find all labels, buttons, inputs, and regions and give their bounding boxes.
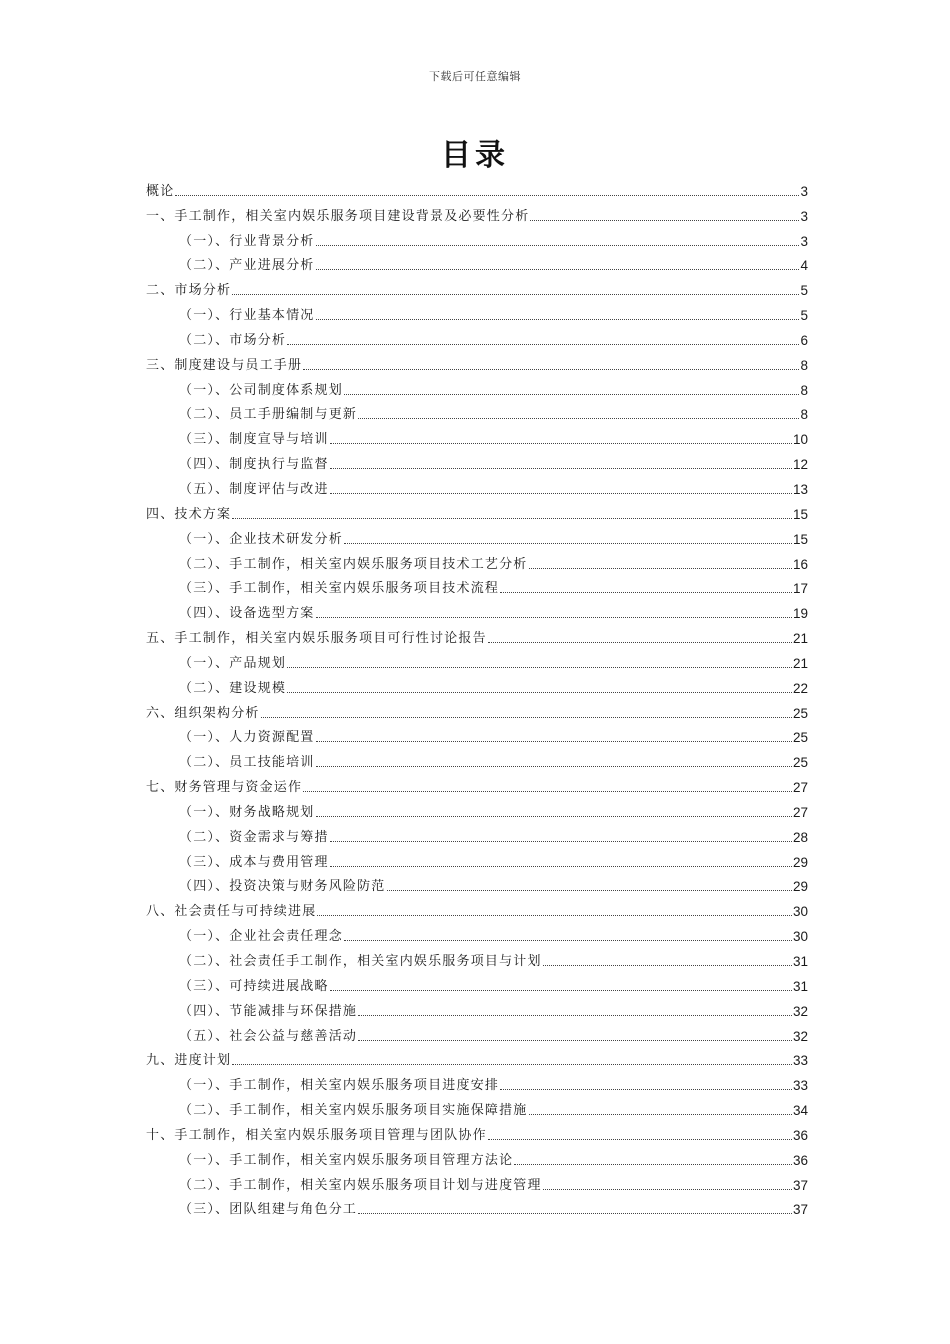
toc-page-number: 3 — [800, 233, 808, 249]
toc-page-number: 33 — [792, 1053, 808, 1069]
toc-section-entry[interactable] — [146, 771, 808, 796]
toc-page-number: 8 — [800, 407, 808, 423]
toc-page-number: 34 — [792, 1103, 808, 1119]
dot-leader — [500, 592, 792, 593]
toc-subsection-entry[interactable] — [146, 374, 808, 399]
toc-page-number: 28 — [792, 829, 808, 845]
toc-section-entry[interactable] — [146, 498, 808, 523]
dot-leader — [543, 1189, 792, 1190]
toc-subsection-entry[interactable] — [146, 871, 808, 896]
toc-entry-title: （一）、产品规划 — [179, 655, 287, 671]
toc-subsection-entry[interactable] — [146, 1169, 808, 1194]
toc-entry-title: （二）、员工技能培训 — [179, 755, 315, 771]
toc-page-number: 29 — [792, 879, 808, 895]
toc-page-number: 30 — [792, 929, 808, 945]
toc-entry-title: （二）、社会责任手工制作，相关室内娱乐服务项目与计划 — [179, 954, 542, 969]
toc-section-entry[interactable] — [146, 349, 808, 374]
table-of-contents — [146, 175, 808, 1218]
toc-section-entry[interactable] — [146, 697, 808, 722]
dot-leader — [287, 667, 792, 668]
toc-entry-title: （四）、设备选型方案 — [179, 606, 315, 622]
dot-leader — [358, 1015, 792, 1016]
toc-subsection-entry[interactable] — [146, 970, 808, 995]
dot-leader — [387, 890, 792, 891]
toc-entry-title: 一、手工制作，相关室内娱乐服务项目建设背景及必要性分析 — [146, 208, 530, 224]
dot-leader — [330, 493, 792, 494]
toc-entry-title: （三）、手工制作，相关室内娱乐服务项目技术流程 — [179, 581, 500, 597]
toc-entry-title: 概论 — [146, 183, 175, 199]
toc-subsection-entry[interactable] — [146, 796, 808, 821]
toc-page-number: 25 — [792, 705, 808, 721]
dot-leader — [287, 344, 799, 345]
toc-page-number: 21 — [792, 655, 808, 671]
toc-page-number: 16 — [792, 556, 808, 572]
toc-section-entry[interactable] — [146, 1119, 808, 1144]
toc-subsection-entry[interactable] — [146, 1094, 808, 1119]
dot-leader — [316, 269, 800, 270]
toc-entry-title: （一）、财务战略规划 — [179, 804, 315, 820]
dot-leader — [530, 220, 799, 221]
dot-leader — [261, 717, 792, 718]
header-note: 下载后可任意编辑 — [429, 70, 521, 83]
toc-subsection-entry[interactable] — [146, 945, 808, 970]
dot-leader — [316, 245, 800, 246]
dot-leader — [303, 791, 792, 792]
toc-subsection-entry[interactable] — [146, 1069, 808, 1094]
toc-entry-title: （一）、公司制度体系规划 — [179, 382, 343, 398]
toc-page-number: 37 — [792, 1177, 808, 1193]
toc-title: 目录 — [441, 138, 509, 173]
toc-page-number: 32 — [792, 1028, 808, 1044]
toc-subsection-entry[interactable] — [146, 920, 808, 945]
toc-entry-title: 三、制度建设与员工手册 — [146, 357, 303, 373]
toc-page-number: 12 — [792, 457, 808, 473]
dot-leader — [316, 617, 792, 618]
toc-entry-title: 四、技术方案 — [146, 506, 232, 522]
dot-leader — [358, 1213, 792, 1214]
toc-subsection-entry[interactable] — [146, 597, 808, 622]
toc-subsection-entry[interactable] — [146, 225, 808, 250]
toc-entry-title: （三）、成本与费用管理 — [179, 854, 329, 870]
toc-page-number: 17 — [792, 581, 808, 597]
dot-leader — [488, 1139, 792, 1140]
toc-page-number: 8 — [800, 357, 808, 373]
toc-entry-title: （五）、制度评估与改进 — [179, 481, 329, 497]
dot-leader — [232, 294, 799, 295]
toc-entry-title: （二）、手工制作，相关室内娱乐服务项目技术工艺分析 — [179, 556, 528, 572]
toc-entry-title: 六、组织架构分析 — [146, 705, 260, 721]
dot-leader — [330, 443, 792, 444]
toc-entry-title: （二）、建设规模 — [179, 680, 287, 696]
dot-leader — [303, 369, 799, 370]
toc-entry-title: （五）、社会公益与慈善活动 — [179, 1028, 358, 1044]
toc-entry-title: （四）、节能减排与环保措施 — [179, 1003, 358, 1019]
toc-entry-title: （二）、员工手册编制与更新 — [179, 407, 358, 423]
dot-leader — [330, 468, 792, 469]
toc-page-number: 3 — [800, 208, 808, 224]
toc-entry-title: （一）、企业技术研发分析 — [179, 531, 343, 547]
toc-section-entry[interactable] — [146, 1045, 808, 1070]
toc-page-number: 31 — [792, 954, 808, 969]
dot-leader — [529, 1114, 792, 1115]
toc-page-number: 36 — [792, 1127, 808, 1143]
toc-subsection-entry[interactable] — [146, 324, 808, 349]
toc-entry-title: （四）、投资决策与财务风险防范 — [179, 879, 386, 895]
dot-leader — [488, 642, 792, 643]
toc-entry-title: （一）、手工制作，相关室内娱乐服务项目管理方法论 — [179, 1152, 514, 1168]
toc-page-number: 22 — [792, 680, 808, 696]
dot-leader — [344, 394, 800, 395]
toc-page-number: 30 — [792, 904, 808, 920]
toc-subsection-entry[interactable] — [146, 672, 808, 697]
toc-page-number: 25 — [792, 755, 808, 771]
toc-entry-title: 十、手工制作，相关室内娱乐服务项目管理与团队协作 — [146, 1127, 487, 1143]
dot-leader — [330, 990, 792, 991]
dot-leader — [330, 841, 792, 842]
dot-leader — [344, 940, 792, 941]
dot-leader — [316, 741, 792, 742]
toc-entry-title: （一）、手工制作，相关室内娱乐服务项目进度安排 — [179, 1078, 500, 1094]
toc-page-number: 37 — [792, 1202, 808, 1218]
toc-subsection-entry[interactable] — [146, 995, 808, 1020]
toc-entry-title: （二）、资金需求与筹措 — [179, 829, 329, 845]
toc-page-number: 21 — [792, 631, 808, 647]
toc-page-number: 33 — [792, 1078, 808, 1094]
toc-page-number: 29 — [792, 854, 808, 870]
toc-page-number: 15 — [792, 506, 808, 522]
dot-leader — [175, 195, 799, 196]
toc-page-number: 3 — [800, 183, 808, 199]
dot-leader — [358, 1040, 792, 1041]
toc-entry-title: （一）、行业背景分析 — [179, 233, 315, 249]
dot-leader — [330, 866, 792, 867]
toc-subsection-entry[interactable] — [146, 746, 808, 771]
dot-leader — [316, 766, 792, 767]
toc-entry-title: （二）、手工制作，相关室内娱乐服务项目计划与进度管理 — [179, 1177, 542, 1193]
toc-entry-title: 七、财务管理与资金运作 — [146, 780, 303, 796]
toc-entry-title: （三）、制度宣导与培训 — [179, 432, 329, 448]
toc-entry-title: （一）、人力资源配置 — [179, 730, 315, 746]
toc-entry-title: （三）、团队组建与角色分工 — [179, 1202, 358, 1218]
toc-entry-title: 二、市场分析 — [146, 283, 232, 299]
toc-entry-title: （二）、产业进展分析 — [179, 258, 315, 274]
toc-subsection-entry[interactable] — [146, 846, 808, 871]
toc-section-entry[interactable] — [146, 622, 808, 647]
dot-leader — [317, 915, 792, 916]
toc-page-number: 10 — [792, 432, 808, 448]
toc-entry-title: （四）、制度执行与监督 — [179, 457, 329, 473]
toc-page-number: 13 — [792, 481, 808, 497]
dot-leader — [500, 1089, 792, 1090]
toc-subsection-entry[interactable] — [146, 1020, 808, 1045]
toc-subsection-entry[interactable] — [146, 299, 808, 324]
toc-entry-title: （一）、行业基本情况 — [179, 308, 315, 324]
toc-section-entry[interactable] — [146, 274, 808, 299]
toc-entry-title: （一）、企业社会责任理念 — [179, 929, 343, 945]
toc-page-number: 8 — [800, 382, 808, 398]
toc-subsection-entry[interactable] — [146, 473, 808, 498]
toc-entry-title: 九、进度计划 — [146, 1053, 232, 1069]
toc-page-number: 27 — [792, 804, 808, 820]
toc-subsection-entry[interactable] — [146, 523, 808, 548]
dot-leader — [316, 319, 800, 320]
toc-subsection-entry[interactable] — [146, 573, 808, 598]
toc-section-entry[interactable] — [146, 200, 808, 225]
toc-page-number: 6 — [800, 332, 808, 348]
dot-leader — [358, 418, 799, 419]
dot-leader — [344, 543, 792, 544]
toc-page-number: 36 — [792, 1152, 808, 1168]
toc-entry-title: （三）、可持续进展战略 — [179, 978, 329, 994]
toc-subsection-entry[interactable] — [146, 399, 808, 424]
dot-leader — [529, 568, 792, 569]
toc-page-number: 4 — [800, 258, 808, 274]
toc-subsection-entry[interactable] — [146, 250, 808, 275]
toc-subsection-entry[interactable] — [146, 1194, 808, 1219]
toc-entry-title: （二）、市场分析 — [179, 332, 287, 348]
toc-page-number: 32 — [792, 1003, 808, 1019]
toc-page-number: 15 — [792, 531, 808, 547]
toc-subsection-entry[interactable] — [146, 423, 808, 448]
toc-subsection-entry[interactable] — [146, 647, 808, 672]
dot-leader — [514, 1164, 792, 1165]
toc-entry-title: 五、手工制作，相关室内娱乐服务项目可行性讨论报告 — [146, 631, 487, 647]
toc-section-entry[interactable] — [146, 895, 808, 920]
dot-leader — [543, 965, 792, 966]
toc-page-number: 5 — [800, 308, 808, 324]
toc-subsection-entry[interactable] — [146, 448, 808, 473]
toc-subsection-entry[interactable] — [146, 548, 808, 573]
toc-subsection-entry[interactable] — [146, 1144, 808, 1169]
dot-leader — [316, 816, 792, 817]
dot-leader — [232, 518, 792, 519]
toc-page-number: 27 — [792, 780, 808, 796]
toc-page-number: 5 — [800, 283, 808, 299]
dot-leader — [232, 1064, 792, 1065]
toc-section-entry[interactable] — [146, 175, 808, 200]
toc-subsection-entry[interactable] — [146, 821, 808, 846]
toc-page-number: 19 — [792, 606, 808, 622]
toc-subsection-entry[interactable] — [146, 722, 808, 747]
toc-entry-title: 八、社会责任与可持续进展 — [146, 904, 317, 920]
dot-leader — [287, 692, 792, 693]
toc-page-number: 31 — [792, 978, 808, 994]
toc-page-number: 25 — [792, 730, 808, 746]
toc-entry-title: （二）、手工制作，相关室内娱乐服务项目实施保障措施 — [179, 1103, 528, 1119]
